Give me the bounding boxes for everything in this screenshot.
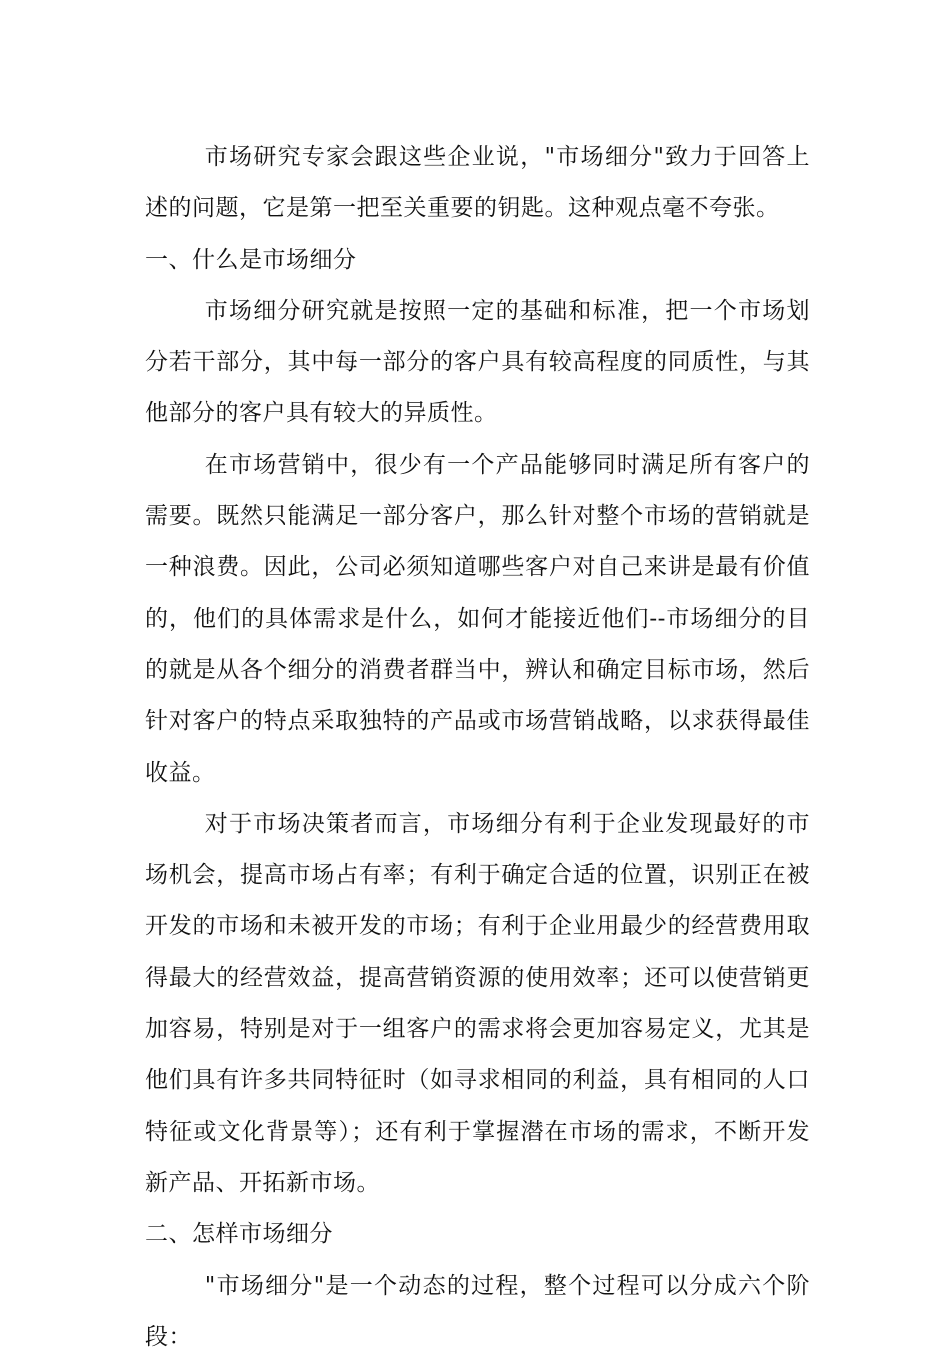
paragraph-marketing: 在市场营销中，很少有一个产品能够同时满足所有客户的需要。既然只能满足一部分客户，那么针对整个市场的营销就是一种浪费。因此，公司必须知道哪些客户对自己来讲是最有价值的，他们的具体需求是什么，如何才能接近他们--市场细分的目的就是从各个细分的消费者群当中，辨认和确定目标市场，然后针对客户的特点采取独特的产品或市场营销战略，以求获得最佳收益。: [145, 451, 810, 786]
paragraph-benefits: 对于市场决策者而言，市场细分有利于企业发现最好的市场机会，提高市场占有率；有利于确定合适的位置，识别正在被开发的市场和未被开发的市场；有利于企业用最少的经营费用取得最大的经营效益，提高营销资源的使用效率；还可以使营销更加容易，特别是对于一组客户的需求将会更加容易定义，尤其是他们具有许多共同特征时（如寻求相同的利益，具有相同的人口特征或文化背景等）；还有利于掌握潜在市场的需求，不断开发新产品、开拓新市场。: [145, 810, 810, 1196]
paragraph-intro: 市场研究专家会跟这些企业说，"市场细分"致力于回答上述的问题，它是第一把至关重要的钥匙。这种观点毫不夸张。: [145, 144, 810, 222]
paragraph-process: "市场细分"是一个动态的过程，整个过程可以分成六个阶段：: [145, 1272, 810, 1350]
section-heading-2: 二、怎样市场细分: [145, 1221, 333, 1248]
document-body: [145, 132, 810, 1363]
paragraph-definition: 市场细分研究就是按照一定的基础和标准，把一个市场划分若干部分，其中每一部分的客户具有较高程度的同质性，与其他部分的客户具有较大的异质性。: [145, 297, 810, 427]
section-heading-1: 一、什么是市场细分: [145, 246, 357, 273]
